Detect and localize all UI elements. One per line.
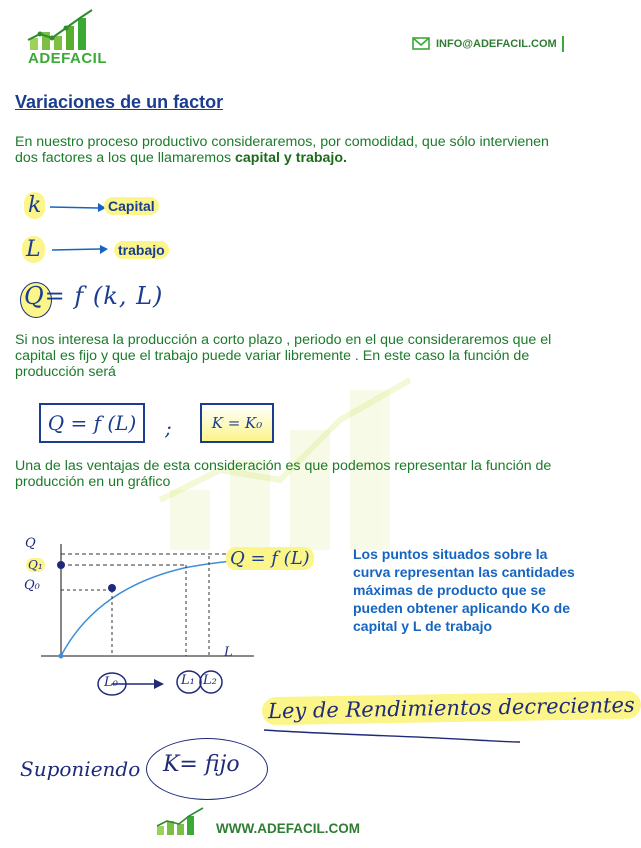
factor-L-label: trabajo [114,241,169,259]
formula-fixed-capital: K = K₀ [200,403,274,443]
logo-text: ADEFACIL [28,50,107,67]
graph-x-tick-l1: L₁ [181,673,195,688]
graph-intro-paragraph: Una de las ventajas de esta consideración es que podemos representar la función de producción en un gráfico [15,458,552,490]
factor-L-symbol: L [22,236,45,263]
growth-chart-logo-icon [155,806,207,836]
graph-curve-label: Q = f (L) [226,547,314,570]
graph-x-tick-l2: L₂ [203,673,217,688]
handwritten-suponiendo: Suponiendo [20,757,141,781]
page-title: Variaciones de un factor [15,92,224,112]
intro-paragraph [15,134,575,166]
graph-y-tick-q1: Q₁ [28,558,43,572]
production-function: Q= f (k, L) [24,282,164,310]
growth-chart-logo-icon [26,8,98,52]
factor-k-symbol: k [24,192,45,219]
arrow-icon [52,243,108,257]
graph-x-label: L [224,645,233,660]
factor-k-label: Capital [104,197,159,215]
header-divider [562,36,564,52]
point-q1 [57,561,65,569]
envelope-icon [412,37,430,50]
origin-point [59,654,64,659]
formula-separator: ; [165,416,172,440]
intro-bold: capital y trabajo. [235,150,347,166]
email-link[interactable]: INFO@ADEFACIL.COM [436,38,557,50]
arrow-icon [154,679,164,689]
footer-website[interactable]: WWW.ADEFACIL.COM [216,821,360,836]
short-run-paragraph: Si nos interesa la producción a corto plazo , periodo en el que consideraremos que el capital es fijo y que el trabajo puede variar libremente . En este caso la función de producción será [15,332,552,380]
handwritten-k-fijo: K= fijo [163,752,240,777]
intro-text: En nuestro proceso productivo consideraremos, por comodidad, que sólo intervienen dos factores a los que llamaremos [15,134,549,166]
graph-note: Los puntos situados sobre la curva representan las cantidades máximas de producto que se pueden obtener aplicando Ko de capital y L de trabajo [353,546,575,634]
arrow-icon [50,200,106,214]
graph-y-tick-q0: Q₀ [24,578,40,593]
formula-short-run: Q = f (L) [39,403,145,443]
graph-x-tick-l0: L₀ [104,675,118,690]
point-q0 [108,584,116,592]
production-curve [61,560,244,656]
law-underline [260,722,580,746]
handwritten-law: Ley de Rendimientos decrecientes [262,691,641,726]
graph-y-label: Q [25,536,36,551]
